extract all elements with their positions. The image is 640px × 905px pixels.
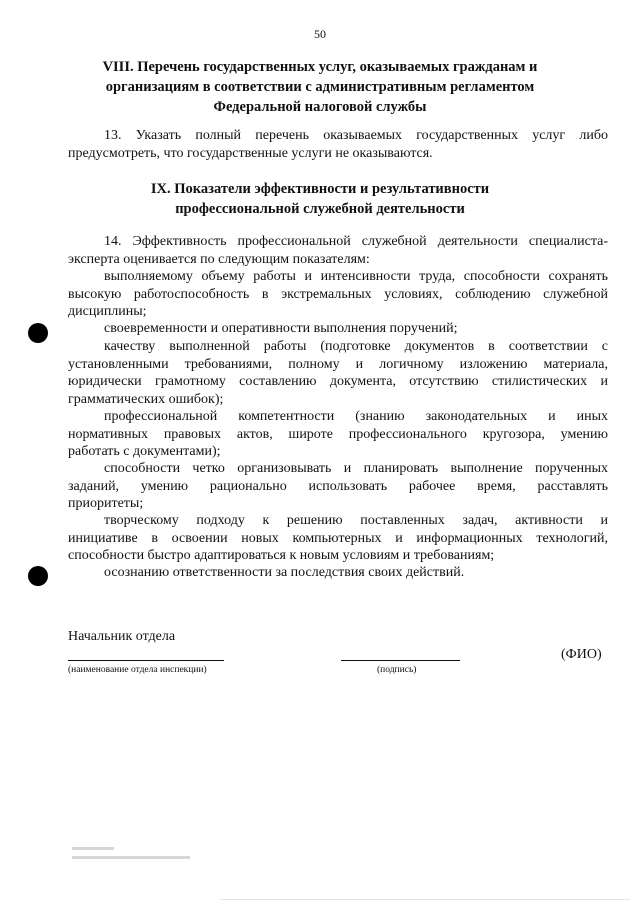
heading-line: IX. Показатели эффективности и результативности: [150, 181, 490, 197]
text-line: работать с документами);: [68, 444, 221, 459]
section-9-heading: [0, 179, 640, 219]
indicator-item: [68, 512, 608, 565]
heading-line: профессиональной служебной деятельности: [175, 201, 465, 217]
text-line: своевременности и оперативности выполнения поручений;: [104, 321, 458, 336]
indicator-item: [68, 338, 608, 408]
text-line: профессиональной компетентности (знанию законодательных и иных: [104, 409, 608, 424]
section-8-heading: [0, 57, 640, 117]
department-line: [68, 660, 224, 661]
scan-edge: [220, 899, 630, 900]
text-line: 13. Указать полный перечень оказываемых государственных услуг либо: [104, 128, 608, 143]
text-line: заданий, умению рационально использовать рабочее время, расставлять: [68, 478, 608, 494]
binder-hole: [28, 323, 48, 343]
text-line: юридически грамотному составлению документа, отсутствию стилистических и: [68, 374, 608, 389]
faint-stamp-mark: [72, 845, 202, 867]
indicator-item: [68, 564, 608, 582]
department-caption: (наименование отдела инспекции): [68, 665, 207, 675]
signature-line: [341, 660, 460, 661]
page-number: 50: [314, 27, 326, 41]
text-line: осознанию ответственности за последствия своих действий.: [104, 565, 465, 580]
indicator-item: [68, 320, 608, 338]
text-line: творческому подходу к решению поставленных задач, активности и: [104, 513, 608, 528]
text-line: 14. Эффективность профессиональной служебной деятельности специалиста-: [104, 234, 608, 249]
indicator-item: [68, 408, 608, 461]
text-line: выполняемому объему работы и интенсивности труда, способности сохранять: [104, 269, 608, 284]
text-line: способности четко организовывать и планировать выполнение порученных: [104, 461, 608, 476]
text-line: эксперта оценивается по следующим показателям:: [68, 251, 370, 267]
text-line: дисциплины;: [68, 304, 147, 319]
text-line: грамматических ошибок);: [68, 391, 224, 407]
text-line: нормативных правовых актов, широте профессионального кругозора, умению: [68, 426, 608, 442]
text-line: инициативе в освоении новых компьютерных и информационных технологий,: [68, 530, 608, 546]
indicator-item: [68, 460, 608, 513]
paragraph-14: [68, 233, 608, 268]
text-line: высокую работоспособность в экстремальных условиях, соблюдению служебной: [68, 286, 608, 302]
heading-line: организациям в соответствии с административным регламентом: [105, 79, 535, 95]
heading-line: Федеральной налоговой службы: [213, 99, 427, 115]
signature-title: Начальник отдела: [68, 629, 176, 644]
text-line: качеству выполненной работы (подготовке документов в соответствии с: [104, 339, 608, 354]
paragraph-13: [68, 127, 608, 162]
fio-label: (ФИО): [561, 647, 602, 662]
indicator-item: [68, 268, 608, 321]
text-line: установленными требованиями, полному и логичному изложению материала,: [68, 356, 608, 372]
binder-hole: [28, 566, 48, 586]
signature-caption: (подпись): [377, 665, 417, 675]
text-line: способности быстро адаптироваться к новым условиям и требованиям;: [68, 548, 495, 563]
heading-line: VIII. Перечень государственных услуг, оказываемых гражданам и: [102, 59, 538, 75]
text-line: приоритеты;: [68, 496, 144, 511]
text-line: предусмотреть, что государственные услуги не оказываются.: [68, 145, 433, 161]
